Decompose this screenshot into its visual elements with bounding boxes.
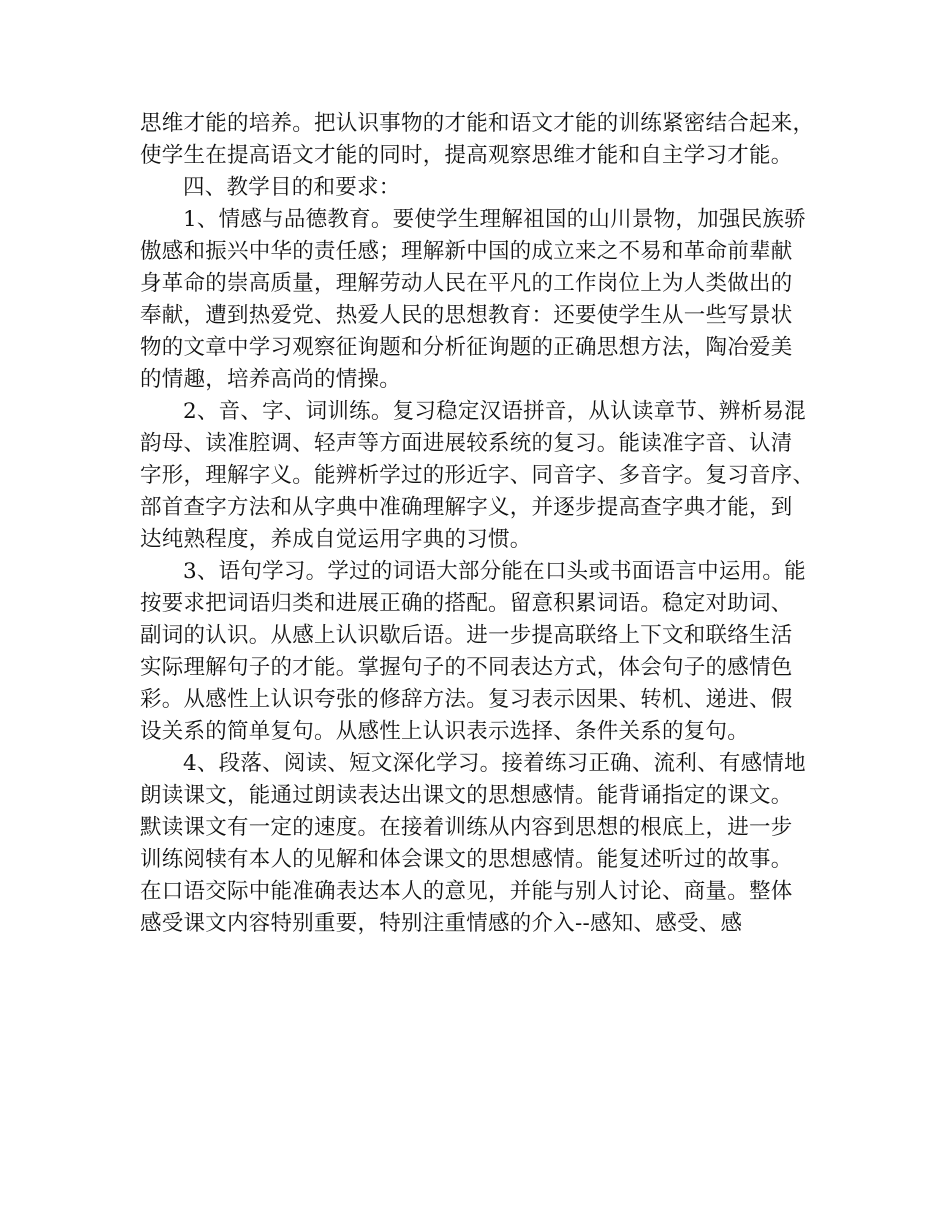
text-line: 按要求把词语归类和进展正确的搭配。留意积累词语。稳定对助词、 [140, 591, 793, 616]
paragraph-start: 3、语句学习。学过的词语大部分能在口头或书面语言中运用。能 [183, 559, 806, 584]
text-line: 在口语交际中能准确表达本人的意见，并能与别人讨论、商量。整体 [140, 879, 793, 904]
text-line: 韵母、读准腔调、轻声等方面进展较系统的复习。能读准字音、认清 [140, 431, 793, 456]
text-line: 副词的认识。从感上认识歇后语。进一步提高联络上下文和联络生活 [140, 623, 793, 648]
document-page [140, 108, 815, 940]
paragraph-start: 4、段落、阅读、短文深化学习。接着练习正确、流利、有感情地 [183, 751, 806, 776]
text-line: 物的文章中学习观察征询题和分析征询题的正确思想方法，陶冶爱美 [140, 335, 793, 360]
text-line: 设关系的简单复句。从感性上认识表示选择、条件关系的复句。 [140, 719, 750, 744]
text-line: 奉献，遭到热爱党、热爱人民的思想教育：还要使学生从一些写景状 [140, 303, 793, 328]
text-line: 彩。从感性上认识夸张的修辞方法。复习表示因果、转机、递进、假 [140, 687, 793, 712]
text-line: 身革命的崇高质量，理解劳动人民在平凡的工作岗位上为人类做出的 [140, 271, 793, 296]
text-line: 思维才能的培养。把认识事物的才能和语文才能的训练紧密结合起来， [140, 111, 815, 136]
section-heading: 四、教学目的和要求： [183, 175, 401, 200]
text-line: 字形，理解字义。能辨析学过的形近字、同音字、多音字。复习音序、 [140, 463, 815, 488]
text-line: 默读课文有一定的速度。在接着训练从内容到思想的根底上，进一步 [140, 815, 793, 840]
text-line: 感受课文内容特别重要，特别注重情感的介入--感知、感受、感 [140, 911, 743, 936]
text-line: 朗读课文，能通过朗读表达出课文的思想感情。能背诵指定的课文。 [140, 783, 793, 808]
paragraph-start: 2、音、字、词训练。复习稳定汉语拼音，从认读章节、辨析易混 [183, 399, 806, 424]
text-line: 的情趣，培养高尚的情操。 [140, 367, 402, 392]
text-line: 使学生在提高语文才能的同时，提高观察思维才能和自主学习才能。 [140, 143, 793, 168]
text-line: 部首查字方法和从字典中准确理解字义，并逐步提高查字典才能，到 [140, 495, 793, 520]
text-line: 实际理解句子的才能。掌握句子的不同表达方式，体会句子的感情色 [140, 655, 793, 680]
text-line: 训练阅犊有本人的见解和体会课文的思想感情。能复述听过的故事。 [140, 847, 793, 872]
text-line: 傲感和振兴中华的责任感；理解新中国的成立来之不易和革命前辈献 [140, 239, 793, 264]
paragraph-start: 1、情感与品德教育。要使学生理解祖国的山川景物，加强民族骄 [183, 207, 806, 232]
text-line: 达纯熟程度，养成自觉运用字典的习惯。 [140, 527, 532, 552]
